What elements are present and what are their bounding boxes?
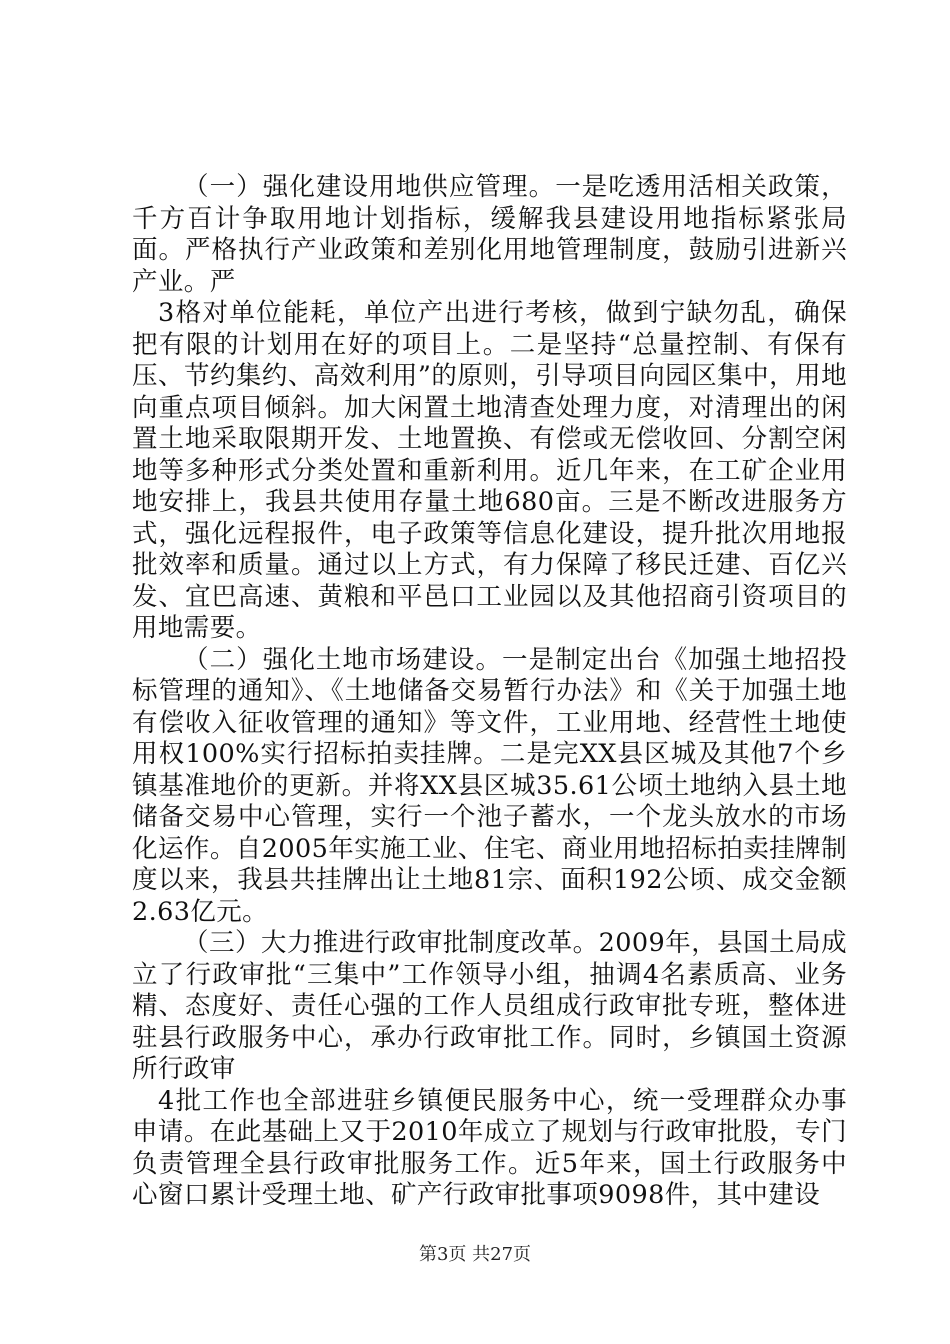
page-number-footer: 第3页 共27页 [418,1244,532,1265]
paragraph-land-market: （二）强化土地市场建设。一是制定出台《加强土地招投标管理的通知》、《土地储备交易暂行办法》和《关于加强土地有偿收入征收管理的通知》等文件，工业用地、经营性土地使用权100%实行招标拍卖挂牌。二是完XX县区城及其他7个乡镇基准地价的更新。并将XX县区城35.61公顷土地纳入县土地储备交易中心管理，实行一个池子蓄水，一个龙头放水的市场化运作。自2005年实施工业、住宅、商业用地招标拍卖挂牌制度以来，我县共挂牌出让土地81宗、面积192公顷、成交金额2.63亿元。 [132,644,847,927]
paragraph-approval-reform-continued: 4批工作也全部进驻乡镇便民服务中心，统一受理群众办事申请。在此基础上又于2010年成立了规划与行政审批股，专门负责管理全县行政审批服务工作。近5年来，国土行政服务中心窗口累计受理土地、矿产行政审批事项9098件，其中建设 [132,1085,847,1210]
paragraph-land-supply-continued: 3格对单位能耗，单位产出进行考核，做到宁缺勿乱，确保把有限的计划用在好的项目上。二是坚持“总量控制、有保有压、节约集约、高效利用”的原则，引导项目向园区集中，用地向重点项目倾斜。加大闲置土地清查处理力度，对清理出的闲置土地采取限期开发、土地置换、有偿或无偿收回、分割空闲地等多种形式分类处置和重新利用。近几年来，在工矿企业用地安排上，我县共使用存量土地680亩。三是不断改进服务方式，强化远程报件，电子政策等信息化建设，提升批次用地报批效率和质量。通过以上方式，有力保障了移民迁建、百亿兴发、宜巴高速、黄粮和平邑口工业园以及其他招商引资项目的用地需要。 [132,298,847,643]
document-body [132,172,847,1212]
paragraph-land-supply: （一）强化建设用地供应管理。一是吃透用活相关政策，千方百计争取用地计划指标，缓解我县建设用地指标紧张局面。严格执行产业政策和差别化用地管理制度，鼓励引进新兴产业。严 [132,172,847,297]
paragraph-approval-reform: （三）大力推进行政审批制度改革。2009年，县国土局成立了行政审批“三集中”工作领导小组，抽调4名素质高、业务精、态度好、责任心强的工作人员组成行政审批专班，整体进驻县行政服务中心，承办行政审批工作。同时，乡镇国土资源所行政审 [132,928,847,1084]
